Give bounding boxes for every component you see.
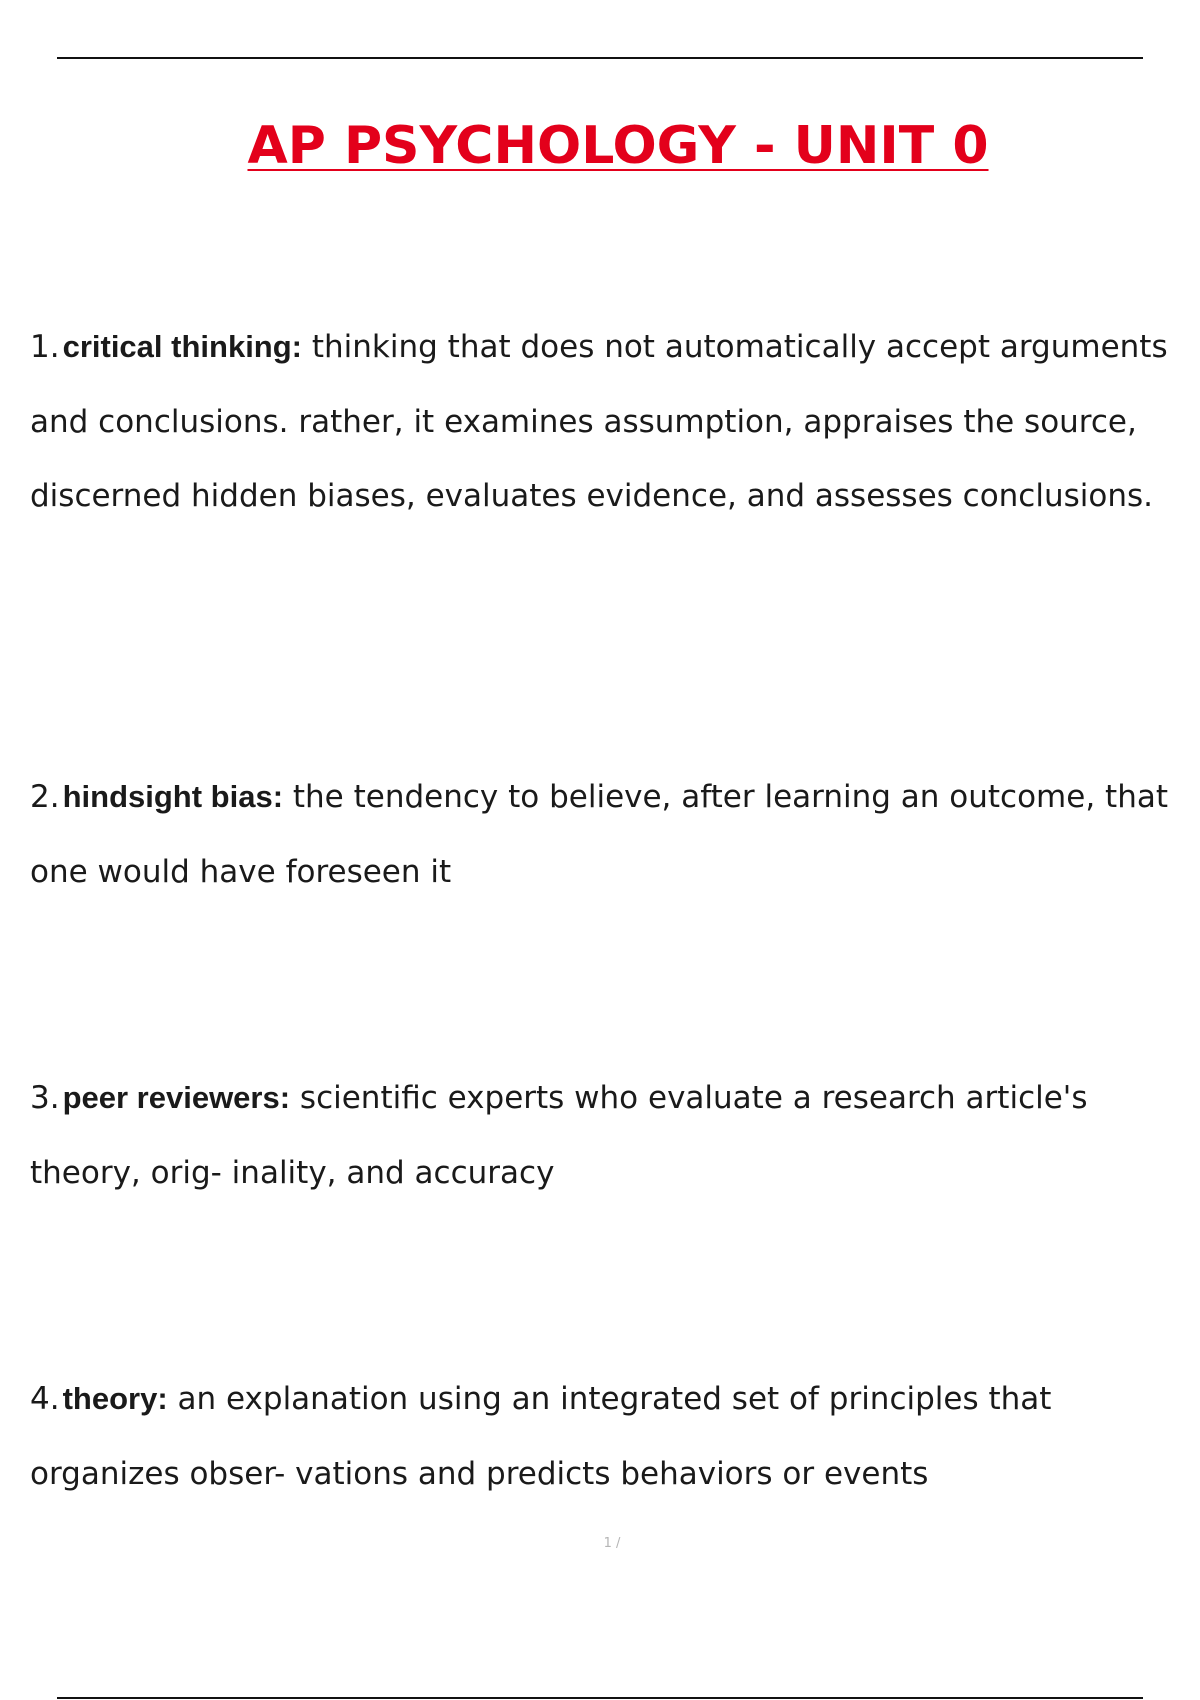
entry-definition: scientific experts who evaluate a research article's theory, orig- inality, and accuracy: [30, 1080, 1088, 1191]
entry-definition: thinking that does not automatically accept arguments and conclusions. rather, it examines assumption, appraises the source, discerned hidden biases, evaluates evidence, and assesses conclusions.: [30, 329, 1168, 514]
document-title: AP PSYCHOLOGY - UNIT 0: [247, 116, 989, 176]
entry-number: 3.: [30, 1080, 60, 1116]
top-divider: [57, 57, 1143, 59]
definition-entry: [30, 1362, 1180, 1511]
entry-definition: the tendency to believe, after learning an outcome, that one would have foreseen it: [30, 779, 1168, 890]
entry-number: 1.: [30, 329, 60, 365]
entry-term: critical thinking:: [62, 329, 302, 364]
entry-number: 2.: [30, 779, 60, 815]
entry-definition: an explanation using an integrated set of principles that organizes obser- vations and predicts behaviors or events: [30, 1381, 1052, 1492]
entry-term: hindsight bias:: [62, 779, 284, 814]
definition-entry: [30, 760, 1180, 909]
entry-term: theory:: [62, 1381, 168, 1416]
definition-entry: [30, 1061, 1180, 1210]
definition-entry: [30, 310, 1180, 534]
page-number: 1 /: [603, 1536, 621, 1551]
bottom-divider: [57, 1697, 1143, 1699]
entry-term: peer reviewers:: [62, 1080, 291, 1115]
entry-number: 4.: [30, 1381, 60, 1417]
